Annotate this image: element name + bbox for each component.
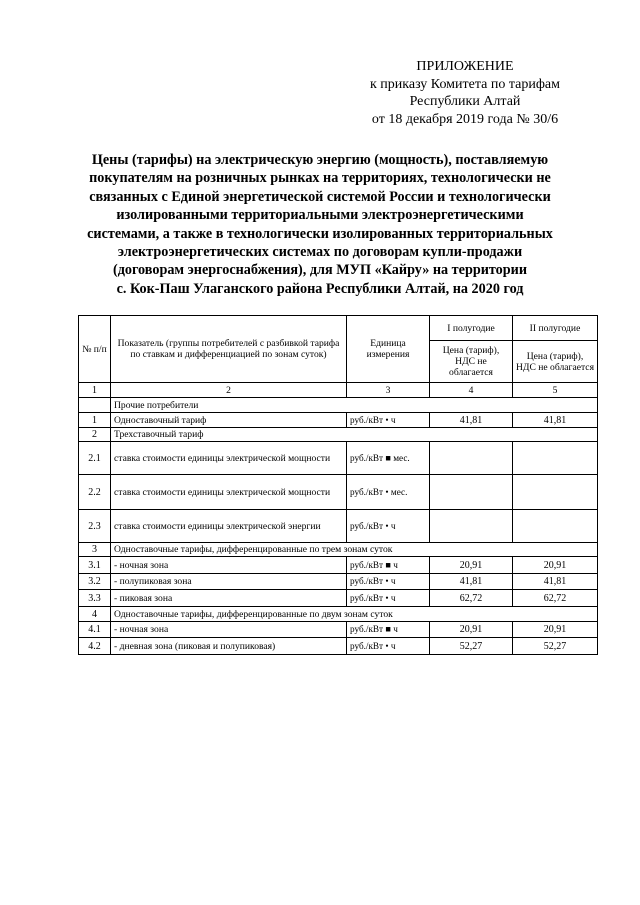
row-value-h2: 20,91 — [513, 557, 598, 574]
table-row — [79, 574, 598, 590]
row-name: - полупиковая зона — [111, 574, 347, 590]
row-name: ставка стоимости единицы электрической мощности — [111, 442, 347, 475]
header-half1: I полугодие — [430, 316, 513, 341]
group-label: Прочие потребители — [111, 398, 598, 413]
row-name: - пиковая зона — [111, 590, 347, 607]
section-row — [79, 543, 598, 557]
title-line: связанных с Единой энергетической системой России и технологически — [89, 188, 551, 205]
row-value-h1: 62,72 — [430, 590, 513, 607]
title-line: (договорам энергоснабжения), для МУП «Кайру» на территории — [112, 262, 528, 279]
title-line: электроэнергетических системах по договорам купли-продажи — [117, 244, 523, 261]
title-line: с. Кок-Паш Улаганского района Республики Алтай, на 2020 год — [116, 280, 524, 297]
header-price2: Цена (тариф), НДС не облагается — [513, 341, 598, 383]
appendix-block — [345, 58, 585, 128]
section-label: Одноставочные тарифы, дифференцированные по двум зонам суток — [111, 607, 598, 622]
section-row — [79, 607, 598, 622]
row-value-h2: 62,72 — [513, 590, 598, 607]
row-num: 4.1 — [79, 622, 111, 638]
group-row — [79, 398, 598, 413]
title-line: покупателям на розничных рынках на территориях, технологически не — [89, 170, 551, 187]
row-unit: руб./кВт • ч — [347, 638, 430, 655]
header-unit: Единица измерения — [347, 316, 430, 383]
row-num: 2.1 — [79, 442, 111, 475]
section-label: Трехставочный тариф — [111, 428, 598, 442]
row-unit: руб./кВт ■ ч — [347, 622, 430, 638]
row-value-h1: 20,91 — [430, 622, 513, 638]
title-line: системами, а также в технологически изолированных территориальных — [87, 225, 553, 242]
table-row — [79, 557, 598, 574]
row-value-h1: 20,91 — [430, 557, 513, 574]
section-row — [79, 428, 598, 442]
row-value-h2 — [513, 442, 598, 475]
row-num: 1 — [79, 413, 111, 428]
row-num: 2 — [79, 428, 111, 442]
row-num: 3.2 — [79, 574, 111, 590]
header-row — [79, 316, 598, 341]
row-num: 4 — [79, 607, 111, 622]
row-value-h1: 52,27 — [430, 638, 513, 655]
header-price1: Цена (тариф), НДС не облагается — [430, 341, 513, 383]
header-half2: II полугодие — [513, 316, 598, 341]
row-value-h2 — [513, 510, 598, 543]
row-num: 3.1 — [79, 557, 111, 574]
col-number: 4 — [430, 383, 513, 398]
row-value-h1: 41,81 — [430, 413, 513, 428]
row-name: - ночная зона — [111, 557, 347, 574]
row-value-h1 — [430, 510, 513, 543]
row-name: ставка стоимости единицы электрической энергии — [111, 510, 347, 543]
table-cell — [79, 398, 111, 413]
row-unit: руб./кВт ■ ч — [347, 557, 430, 574]
table-row — [79, 442, 598, 475]
header-num: № п/п — [79, 316, 111, 383]
row-num: 3.3 — [79, 590, 111, 607]
row-num: 4.2 — [79, 638, 111, 655]
document-title — [60, 151, 580, 298]
appendix-order-ref: к приказу Комитета по тарифам — [369, 76, 561, 92]
row-value-h2: 41,81 — [513, 413, 598, 428]
appendix-heading: ПРИЛОЖЕНИЕ — [416, 59, 514, 74]
appendix-region: Республики Алтай — [409, 94, 521, 109]
row-unit: руб./кВт • ч — [347, 574, 430, 590]
table-row — [79, 413, 598, 428]
row-value-h1 — [430, 442, 513, 475]
row-unit: руб./кВт • ч — [347, 413, 430, 428]
appendix-date: от 18 декабря 2019 года № 30/6 — [371, 111, 559, 127]
col-number: 2 — [111, 383, 347, 398]
table-row — [79, 510, 598, 543]
row-num: 3 — [79, 543, 111, 557]
table-row — [79, 590, 598, 607]
col-number: 5 — [513, 383, 598, 398]
row-unit: руб./кВт • ч — [347, 510, 430, 543]
row-num: 2.2 — [79, 475, 111, 510]
row-name: Одноставочный тариф — [111, 413, 347, 428]
row-name: - ночная зона — [111, 622, 347, 638]
table-row — [79, 638, 598, 655]
row-unit: руб./кВт • ч — [347, 590, 430, 607]
row-name: - дневная зона (пиковая и полупиковая) — [111, 638, 347, 655]
row-unit: руб./кВт ■ мес. — [347, 442, 430, 475]
title-line: Цены (тарифы) на электрическую энергию (мощность), поставляемую — [91, 152, 549, 168]
row-value-h1 — [430, 475, 513, 510]
table-row — [79, 475, 598, 510]
row-value-h2 — [513, 475, 598, 510]
tariff-table — [78, 315, 598, 655]
row-value-h2: 41,81 — [513, 574, 598, 590]
row-num: 2.3 — [79, 510, 111, 543]
section-label: Одноставочные тарифы, дифференцированные по трем зонам суток — [111, 543, 598, 557]
table-row — [79, 622, 598, 638]
header-indicator: Показатель (группы потребителей с разбивкой тарифа по ставкам и дифференциацией по зонам суток) — [111, 316, 347, 383]
row-unit: руб./кВт • мес. — [347, 475, 430, 510]
row-value-h2: 20,91 — [513, 622, 598, 638]
title-line: изолированными территориальными электроэнергетическими — [116, 207, 524, 224]
col-number: 3 — [347, 383, 430, 398]
row-value-h1: 41,81 — [430, 574, 513, 590]
row-name: ставка стоимости единицы электрической мощности — [111, 475, 347, 510]
column-numbers-row — [79, 383, 598, 398]
row-value-h2: 52,27 — [513, 638, 598, 655]
col-number: 1 — [79, 383, 111, 398]
